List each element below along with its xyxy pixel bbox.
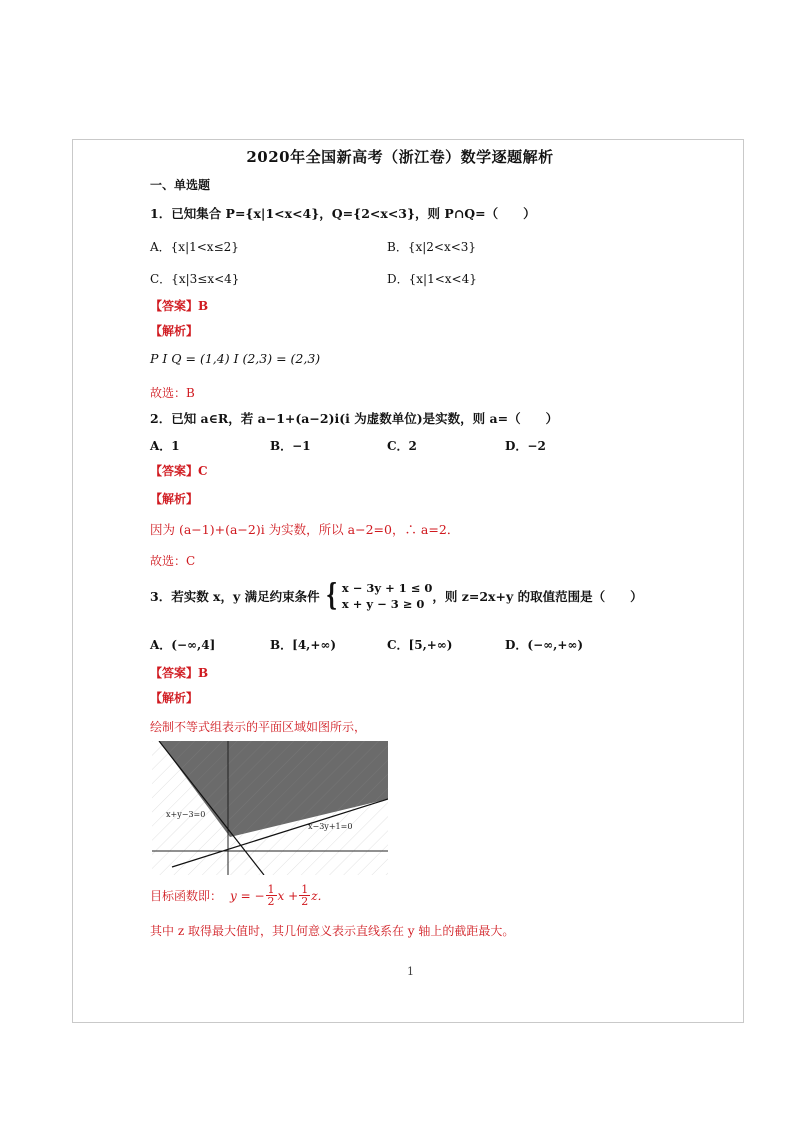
q3-option-a: A．(−∞,4] (150, 638, 216, 652)
fraction-1 (266, 884, 277, 907)
brace-icon: { (325, 578, 338, 613)
q3-analysis-label: 【解析】 (150, 691, 199, 705)
q3-constraint-system (342, 580, 432, 612)
q3-inequality-2: x + y − 3 ≥ 0 (341, 597, 425, 611)
q3-stem-post: ，则 z=2x+y 的取值范围是（ ） (432, 589, 643, 604)
fraction-1-numerator: 1 (267, 883, 275, 896)
objective-end: z． (311, 889, 330, 903)
q1-analysis: P I Q = (1,4) I (2,3) = (2,3) (150, 351, 321, 366)
q3-analysis-text-1: 绘制不等式组表示的平面区域如图所示， (150, 720, 367, 734)
q2-conclusion: 故选：C (150, 554, 196, 568)
section-heading: 一、单选题 (150, 178, 211, 192)
fraction-2 (299, 884, 310, 907)
q2-option-b: B．−1 (270, 439, 311, 453)
q3-answer: 【答案】B (150, 666, 209, 680)
objective-lhs: y = − (230, 888, 265, 903)
q3-objective (150, 884, 330, 907)
q1-option-b: B．{x|2<x<3} (387, 240, 477, 254)
q1-analysis-label: 【解析】 (150, 324, 199, 338)
q2-option-a: A．1 (150, 439, 180, 453)
q2-analysis: 因为 (a−1)+(a−2)i 为实数，所以 a−2=0，∴ a=2． (150, 522, 460, 537)
q2-option-c: C．2 (387, 439, 417, 453)
q3-option-c: C．[5,+∞) (387, 638, 453, 652)
q1-stem: 1．已知集合 P={x|1<x<4}，Q={2<x<3}，则 P∩Q=（ ） (150, 206, 536, 221)
q3-option-d: D．(−∞,+∞) (505, 638, 584, 652)
q2-option-d: D．−2 (505, 439, 546, 453)
fraction-2-numerator: 1 (301, 883, 309, 896)
objective-prefix: 目标函数即： (150, 889, 223, 903)
q3-inequality-1: x − 3y + 1 ≤ 0 (341, 581, 433, 595)
q3-analysis-text-2: 其中 z 取得最大值时，其几何意义表示直线系在 y 轴上的截距最大。 (150, 924, 515, 938)
q1-option-a: A．{x|1<x≤2} (150, 240, 239, 254)
q2-analysis-label: 【解析】 (150, 492, 199, 506)
q1-answer: 【答案】B (150, 299, 209, 313)
q2-answer: 【答案】C (150, 464, 208, 478)
q1-conclusion: 故选：B (150, 386, 195, 400)
objective-mid: x + (277, 888, 299, 903)
q3-option-b: B．[4,+∞) (270, 638, 337, 652)
q1-option-c: C．{x|3≤x<4} (150, 272, 240, 286)
q2-stem: 2．已知 a∈R，若 a−1+(a−2)i(i 为虚数单位)是实数，则 a=（ ） (150, 411, 559, 426)
q1-option-d: D．{x|1<x<4} (387, 272, 477, 286)
page-number: 1 (407, 965, 414, 978)
line1-label: x+y−3=0 (166, 810, 206, 819)
fraction-1-denominator: 2 (267, 895, 275, 908)
q3-stem (150, 580, 643, 612)
line2-label: x−3y+1=0 (308, 822, 353, 831)
q3-stem-pre: 3．若实数 x，y 满足约束条件 (150, 589, 320, 604)
fraction-2-denominator: 2 (301, 895, 309, 908)
feasible-region-graph (152, 741, 388, 875)
page-title: 2020年全国新高考（浙江卷）数学逐题解析 (246, 148, 554, 166)
